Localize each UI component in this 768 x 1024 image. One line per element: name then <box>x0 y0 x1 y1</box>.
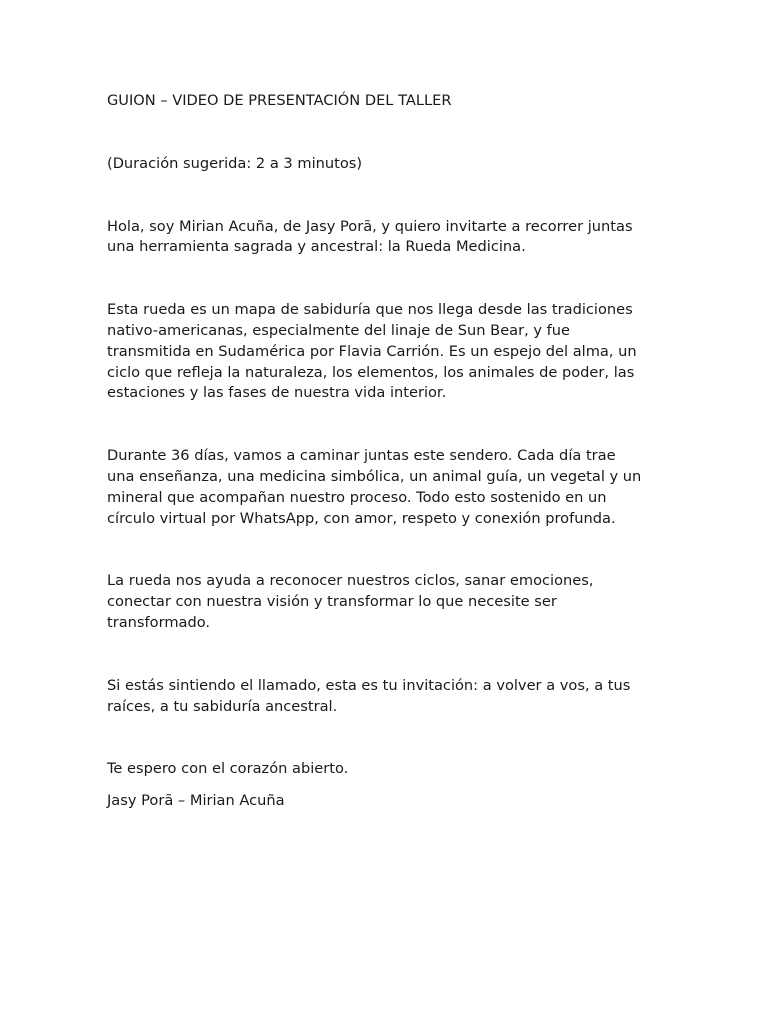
paragraph-wheel: Esta rueda es un mapa de sabiduría que nos llega desde las tradiciones nativo-americanas, especialmente del linaje de Sun Bear, y fue transmitida en Sudamérica por Flavia Carrión. Es un espejo del alma, un ciclo que refleja la naturaleza, los elementos, los animales de poder, las estaciones y las fases de nuestra vida interior. <box>107 301 637 402</box>
paragraph-invitation: Si estás sintiendo el llamado, esta es tu invitación: a volver a vos, a tus raíces, a tu sabiduría ancestral. <box>107 676 631 715</box>
document-page <box>107 91 667 812</box>
closing-line: Te espero con el corazón abierto. <box>107 760 349 778</box>
paragraph-benefits: La rueda nos ayuda a reconocer nuestros ciclos, sanar emociones, conectar con nuestra visión y transformar lo que necesite ser transformado. <box>107 572 594 631</box>
duration-note: (Duración sugerida: 2 a 3 minutos) <box>107 154 363 172</box>
signature: Jasy Porã – Mirian Acuña <box>107 792 285 810</box>
paragraph-intro: Hola, soy Mirian Acuña, de Jasy Porã, y quiero invitarte a recorrer juntas una herramienta sagrada y ancestral: la Rueda Medicina. <box>107 217 633 256</box>
paragraph-program: Durante 36 días, vamos a caminar juntas este sendero. Cada día trae una enseñanza, una medicina simbólica, un animal guía, un vegetal y un mineral que acompañan nuestro proceso. Todo esto sostenido en un círculo virtual por WhatsApp, con amor, respeto y conexión profunda. <box>107 447 642 527</box>
document-title: GUION – VIDEO DE PRESENTACIÓN DEL TALLER <box>107 92 452 109</box>
